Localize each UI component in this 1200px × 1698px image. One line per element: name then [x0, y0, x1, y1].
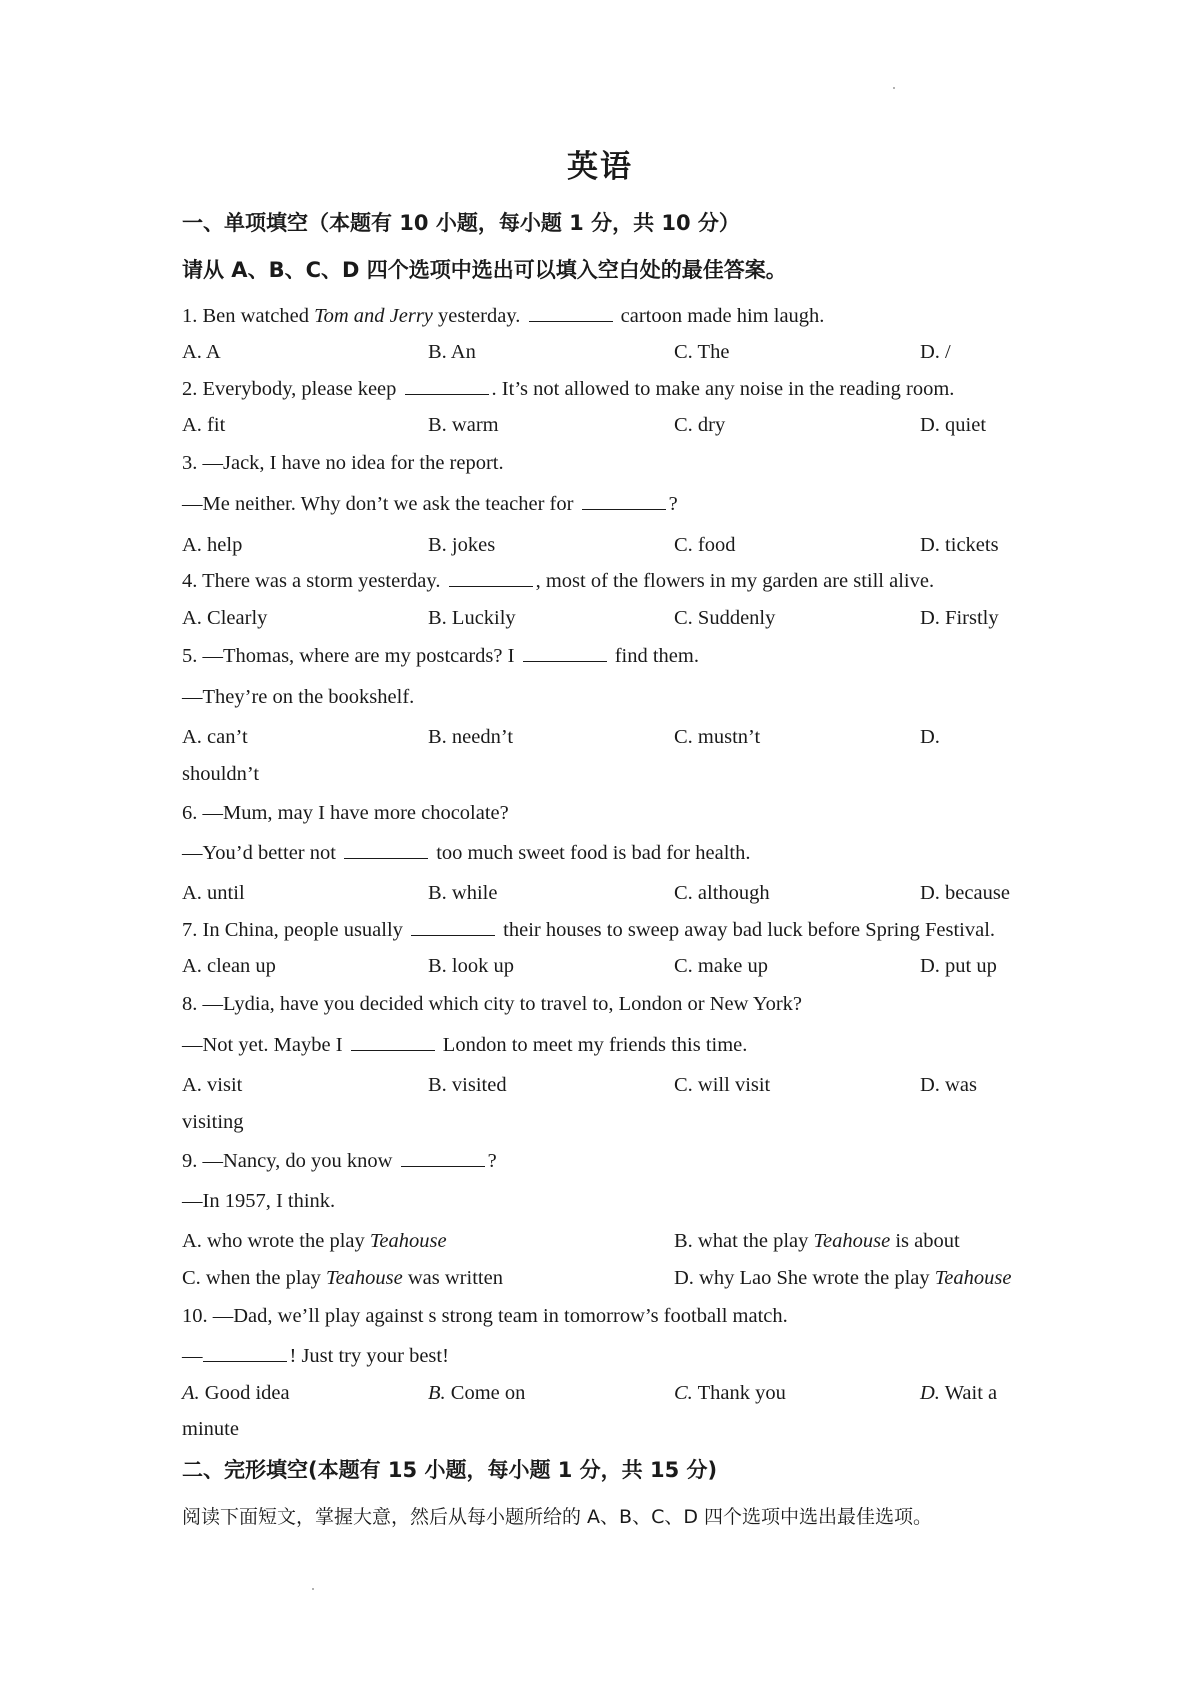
- q2-option-b[interactable]: B. warm: [428, 414, 499, 436]
- question-8-line-1: 8. —Lydia, have you decided which city to travel to, London or New York?: [182, 993, 802, 1015]
- q10-option-d[interactable]: D. Wait a: [920, 1382, 998, 1404]
- q7-option-b[interactable]: B. look up: [428, 955, 514, 977]
- q8-option-c[interactable]: C. will visit: [674, 1074, 771, 1096]
- q10-option-c[interactable]: C. Thank you: [674, 1382, 786, 1404]
- q3-option-b[interactable]: B. jokes: [428, 534, 496, 556]
- q6-option-a[interactable]: A. until: [182, 882, 245, 904]
- q6-option-b[interactable]: B. while: [428, 882, 498, 904]
- question-7: 7. In China, people usually their houses to sweep away bad luck before Spring Festival.: [182, 919, 996, 941]
- answer-blank[interactable]: [351, 1033, 435, 1051]
- q2-option-c[interactable]: C. dry: [674, 414, 726, 436]
- q10-option-b[interactable]: B. Come on: [428, 1382, 526, 1404]
- q10-option-a[interactable]: A. Good idea: [182, 1382, 290, 1404]
- answer-blank[interactable]: [344, 841, 428, 859]
- q9-option-a[interactable]: A. who wrote the play Teahouse: [182, 1230, 447, 1252]
- q4-option-d[interactable]: D. Firstly: [920, 607, 999, 629]
- section-1-heading: 一、单项填空（本题有 10 小题，每小题 1 分，共 10 分）: [182, 211, 740, 235]
- scan-speck: [312, 1588, 314, 1590]
- answer-blank[interactable]: [411, 918, 495, 936]
- q5-option-a[interactable]: A. can’t: [182, 726, 248, 748]
- q5-option-d-wrap[interactable]: shouldn’t: [182, 763, 260, 785]
- question-5-line-1: 5. —Thomas, where are my postcards? I find them.: [182, 645, 699, 667]
- q1-option-c[interactable]: C. The: [674, 341, 730, 363]
- q9-option-d[interactable]: D. why Lao She wrote the play Teahouse: [674, 1267, 1012, 1289]
- page-title: 英语: [567, 149, 633, 185]
- q3-option-a[interactable]: A. help: [182, 534, 243, 556]
- q4-option-a[interactable]: A. Clearly: [182, 607, 268, 629]
- q8-option-d[interactable]: D. was: [920, 1074, 977, 1096]
- q4-option-b[interactable]: B. Luckily: [428, 607, 516, 629]
- q5-option-b[interactable]: B. needn’t: [428, 726, 514, 748]
- q10-option-d-wrap[interactable]: minute: [182, 1418, 239, 1440]
- q1-option-a[interactable]: A. A: [182, 341, 221, 363]
- question-2: 2. Everybody, please keep . It’s not allowed to make any noise in the reading room.: [182, 378, 955, 400]
- q6-option-d[interactable]: D. because: [920, 882, 1010, 904]
- question-4: 4. There was a storm yesterday. , most of the flowers in my garden are still alive.: [182, 570, 935, 592]
- q8-option-d-wrap[interactable]: visiting: [182, 1111, 244, 1133]
- q5-option-c[interactable]: C. mustn’t: [674, 726, 761, 748]
- section-2-heading: 二、完形填空(本题有 15 小题，每小题 1 分，共 15 分): [182, 1458, 718, 1482]
- q7-option-a[interactable]: A. clean up: [182, 955, 276, 977]
- question-9-line-2: —In 1957, I think.: [182, 1190, 336, 1212]
- q2-option-d[interactable]: D. quiet: [920, 414, 987, 436]
- answer-blank[interactable]: [523, 644, 607, 662]
- section-1-instruction: 请从 A、B、C、D 四个选项中选出可以填入空白处的最佳答案。: [182, 258, 787, 282]
- section-2-instruction: 阅读下面短文，掌握大意，然后从每小题所给的 A、B、C、D 四个选项中选出最佳选项。: [182, 1506, 933, 1528]
- answer-blank[interactable]: [582, 492, 666, 510]
- question-1: 1. Ben watched Tom and Jerry yesterday. cartoon made him laugh.: [182, 305, 825, 327]
- q1-option-d[interactable]: D. /: [920, 341, 951, 363]
- question-10-line-1: 10. —Dad, we’ll play against s strong team in tomorrow’s football match.: [182, 1305, 788, 1327]
- q9-option-c[interactable]: C. when the play Teahouse was written: [182, 1267, 503, 1289]
- question-6-line-1: 6. —Mum, may I have more chocolate?: [182, 802, 509, 824]
- q3-option-d[interactable]: D. tickets: [920, 534, 999, 556]
- answer-blank[interactable]: [401, 1149, 485, 1167]
- q5-option-d[interactable]: D.: [920, 726, 940, 748]
- q4-option-c[interactable]: C. Suddenly: [674, 607, 776, 629]
- question-10-line-2: — ! Just try your best!: [182, 1345, 449, 1367]
- q1-option-b[interactable]: B. An: [428, 341, 476, 363]
- question-6-line-2: —You’d better not too much sweet food is bad for health.: [182, 842, 751, 864]
- question-3-line-1: 3. —Jack, I have no idea for the report.: [182, 452, 504, 474]
- q9-option-b[interactable]: B. what the play Teahouse is about: [674, 1230, 960, 1252]
- answer-blank[interactable]: [449, 569, 533, 587]
- q8-option-b[interactable]: B. visited: [428, 1074, 507, 1096]
- q7-option-d[interactable]: D. put up: [920, 955, 997, 977]
- q6-option-c[interactable]: C. although: [674, 882, 770, 904]
- q2-option-a[interactable]: A. fit: [182, 414, 226, 436]
- scan-speck: [893, 87, 895, 89]
- question-8-line-2: —Not yet. Maybe I London to meet my friends this time.: [182, 1034, 748, 1056]
- q3-option-c[interactable]: C. food: [674, 534, 736, 556]
- question-5-line-2: —They’re on the bookshelf.: [182, 686, 415, 708]
- q7-option-c[interactable]: C. make up: [674, 955, 768, 977]
- q8-option-a[interactable]: A. visit: [182, 1074, 243, 1096]
- question-9-line-1: 9. —Nancy, do you know ?: [182, 1150, 497, 1172]
- answer-blank[interactable]: [203, 1344, 287, 1362]
- answer-blank[interactable]: [405, 377, 489, 395]
- question-3-line-2: —Me neither. Why don’t we ask the teacher for ?: [182, 493, 678, 515]
- answer-blank[interactable]: [529, 304, 613, 322]
